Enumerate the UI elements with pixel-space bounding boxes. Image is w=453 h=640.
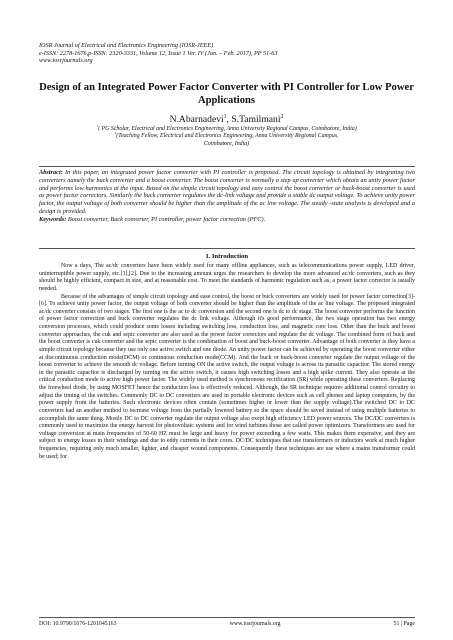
affiliation-2 (30, 133, 423, 140)
paragraph-2: Because of the advantages of simple circuit topology and ease control, the boost or buck converters are widely used for power factor correction[3]-[6]. To achieve unity power factor, the output voltage of both converter should be higher than the amplitude of the ac line voltage. The proposed integrated ac/dc converter consists of two stages. The first one is the ac to dc conversion and the second one is dc to dc stage. The boost converter performs the function of power factor correction and buck converter regulates the dc link voltage. Although it's good performance, the two stage operation has two energy conversion processes, which could produce some losses including switching loss, conduction loss, and magnetic core loss. Other than the buck and boost converter approaches, the cuk and sepic converter are also used as the power factor correctors and regulate the dc voltage. The combined form of buck and the boost converter is cuk converter and the sepic converter is the combination of boost and buck-boost converter. Advantage of both converter is they have a simple circuit topology because they use only one active switch and one diode. An unity power factor can be achieved by operating the boost converter either at discontinuous conduction mode(DCM) or continuous conduction mode(CCM). And the buck or buck-boost converter regulate the output voltage of the boost converter to achieve the smooth dc voltage. Before turning ON the active switch, the output voltage is across its parasitic capacitor. The stored energy in the parasitic capacitor is discharged by turning on the active switch, it causes high switching losses and a high spike current. They also operate at the critical conduction mode to active high power factor. The widely used method is synchronous rectification (SR) while operating these converters. Replacing the freewheel diode, by using MOSFET hence the conduction loss is effectively reduced. Although, the SR technique requires additional control circuitry to adjust the timing of the switches. Commonly DC to DC converters are used in portable electronic devices such as cell phones and laptop computers, by the power supply from the batteries. Such electronic devices often contain (sometimes higher or lower than the supply voltage).The switched DC to DC converters had an another method to increase voltage from the partially lowered battery so the space should be saved instead of using multiple batteries to accomplish the same thing. Mostly DC to DC converter regulate the output voltage also exept high efficiency LED power sources. The DC/DC converters is commonly used to maximize the energy harvest for photovoltaic systems and for wind turbines those are called power optimizers. Transformers are used for voltage conversion at main frequencies of 50-60 HZ must be large and heavy for power exceeding a few watts. This makes them expensive, and they are subject to energy losses in their windings and due to eddy currents in their cores. DC/DC techniques that use transformers or inductors work at much higher frequencies, requiring only much smaller, lighter, and cheaper wound components. Consequently these techniques are use where a mains transformer could be used; for (39, 293, 415, 460)
page-footer (39, 621, 415, 627)
affiliation-1-text: ( PG Scholar, Electrical and Electronics Engineering, Anna University Regional Campus, Coimbatore, India) (98, 126, 357, 132)
journal-website: www.iosrjournals.org (39, 57, 93, 65)
footer-rule (39, 617, 415, 618)
abstract-text: In this paper, an integrated power factor converter with PI controller is proposed. The circuit topology is obtained by integrating two converters namely the buck converter and a boost converter. The boost converter is normally a step up converter which obtain an unity power factor and performs low harmonics at the input. Based on the simple circuit topology and easy control the boost converter or buck-boost converter is used as power factor correctors. Similarly the buck converter regulates the dc-link voltage and provide a stable dc output voltage. To achieve unity power factor, the output voltage of both converter should be higher than the amplitude of the ac line voltage. The steady -state analysis is developed and a design is provided. (39, 169, 415, 215)
introduction-body (39, 263, 415, 461)
affiliation-2-continued: Coimbatore, India) (203, 140, 250, 147)
journal-name: IOSR Journal of Electrical and Electronics Engineering (IOSR-JEEE) (39, 42, 214, 49)
issn-line: e-ISSN: 2278-1676,p-ISSN: 2320-3331, Volume 12, Issue 1 Ver. IV (Jan. – Feb. 2017), PP 51-63 (39, 49, 278, 57)
affiliation-1-sup: 1 (96, 124, 99, 129)
author-1: N.Abarnadevi (169, 114, 224, 125)
abstract (39, 169, 415, 223)
affiliation-2-text: (Teaching Fellow, Electrical and Electronics Engineering, Anna University Regional Campus, (116, 133, 339, 140)
keywords-label: Keywords: (39, 215, 67, 223)
author-2: S.Tamilmani (231, 114, 281, 125)
abstract-label: Abstract: (39, 169, 63, 176)
affiliation-2-sup: 2 (114, 131, 117, 136)
abstract-top-rule (39, 166, 415, 167)
author-separator: , (226, 114, 232, 125)
footer-doi: DOI: 10.9790/1676-1201045163 (39, 621, 117, 627)
paper-title: Design of an Integrated Power Factor Converter with PI Controller for Low Power Applications (39, 82, 414, 107)
running-header (39, 42, 419, 65)
author-block (30, 114, 423, 148)
footer-page-number: 51 | Page (393, 621, 415, 627)
keywords-text: Boost converter, Buck converter, PI controller, power factor correction (PFC). (66, 215, 266, 223)
paragraph-1: Now a days, The ac/dc converters have been widely used for many offline appliances, such as telecommunications power supply, LED driver, uninterruptible power supply, etc.[1],[2]. Due to the increasing amount urges the researchers to develop the more advanced ac/dc converters, such as they should be highly efficient, compact in size, and at reasonable cost. To meet the standards of harmonic regulation such as, a power factor corrector is usually needed. (39, 263, 415, 292)
author-2-sup: 2 (280, 113, 284, 120)
footer-website: www.iosrjournals.org (229, 621, 281, 627)
abstract-bottom-rule (39, 248, 415, 249)
section-heading: I. Introduction (205, 253, 249, 260)
author-1-sup: 1 (223, 113, 227, 120)
